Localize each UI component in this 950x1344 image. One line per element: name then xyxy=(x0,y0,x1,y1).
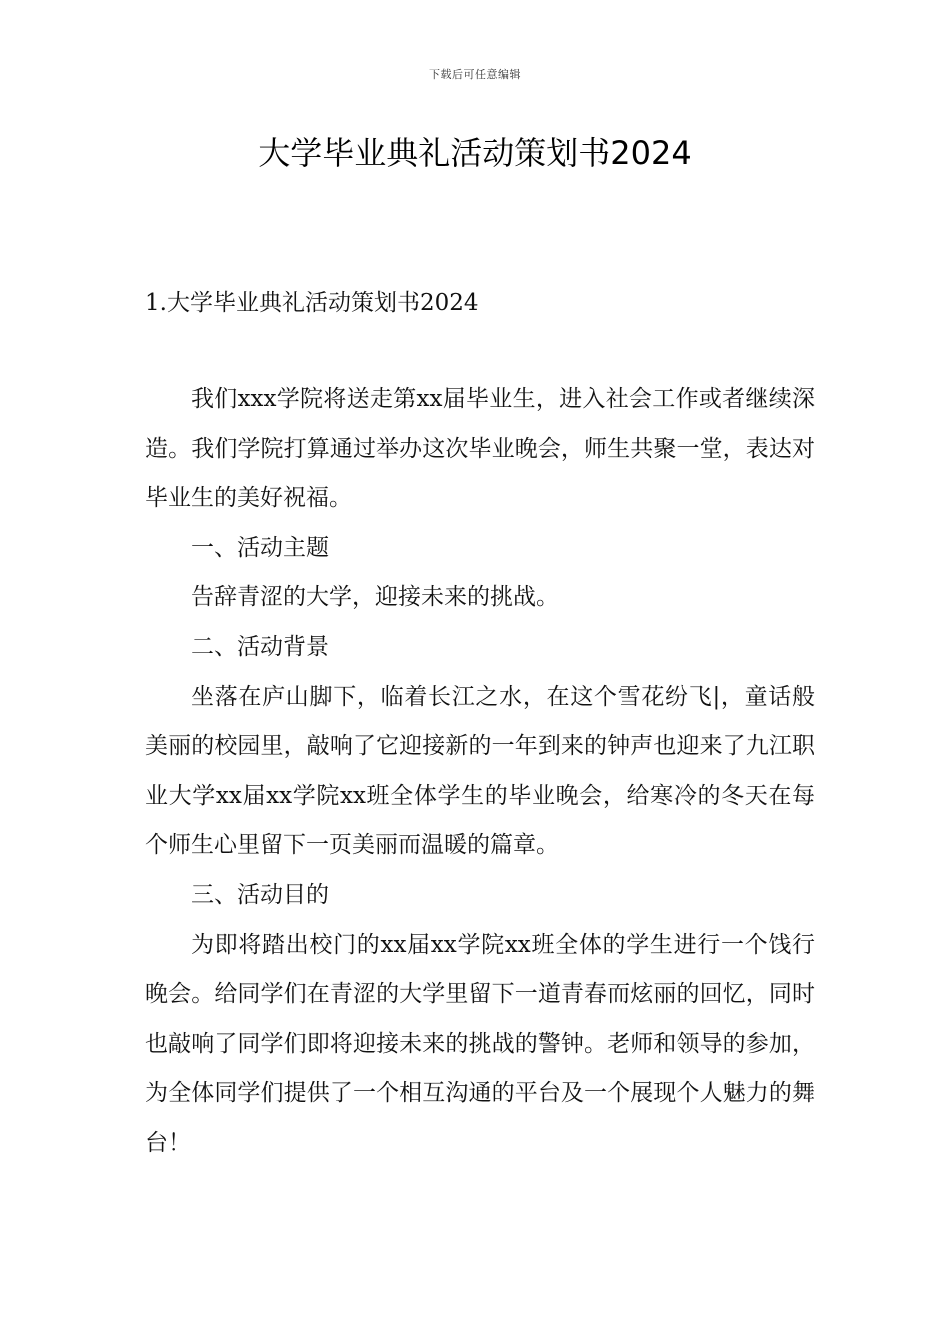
heading-activity-purpose: 三、活动目的 xyxy=(191,881,329,908)
intro-paragraph: 我们xxx学院将送走第xx届毕业生，进入社会工作或者继续深造。我们学院打算通过举办这次毕业晚会，师生共聚一堂，表达对毕业生的美好祝福。 xyxy=(145,386,815,512)
section-heading: 1.大学毕业典礼活动策划书2024 xyxy=(145,290,479,316)
document-title: 大学毕业典礼活动策划书2024 xyxy=(258,134,692,172)
heading-activity-background: 二、活动背景 xyxy=(191,633,329,660)
heading-activity-theme: 一、活动主题 xyxy=(191,534,329,561)
activity-purpose-paragraph: 为即将踏出校门的xx届xx学院xx班全体的学生进行一个饯行晚会。给同学们在青涩的大学里留下一道青春而炫丽的回忆，同时也敲响了同学们即将迎接未来的挑战的警钟。老师和领导的参加，为全体同学们提供了一个相互沟通的平台及一个展现个人魅力的舞台！ xyxy=(145,931,815,1156)
activity-background-paragraph: 坐落在庐山脚下，临着长江之水，在这个雪花纷飞|，童话般美丽的校园里，敲响了它迎接新的一年到来的钟声也迎来了九江职业大学xx届xx学院xx班全体学生的毕业晚会，给寒冷的冬天在每个师生心里留下一页美丽而温暖的篇章。 xyxy=(145,683,815,859)
header-note: 下载后可任意编辑 xyxy=(429,68,521,81)
activity-theme-paragraph: 告辞青涩的大学，迎接未来的挑战。 xyxy=(191,584,559,611)
document-body xyxy=(145,375,815,1169)
